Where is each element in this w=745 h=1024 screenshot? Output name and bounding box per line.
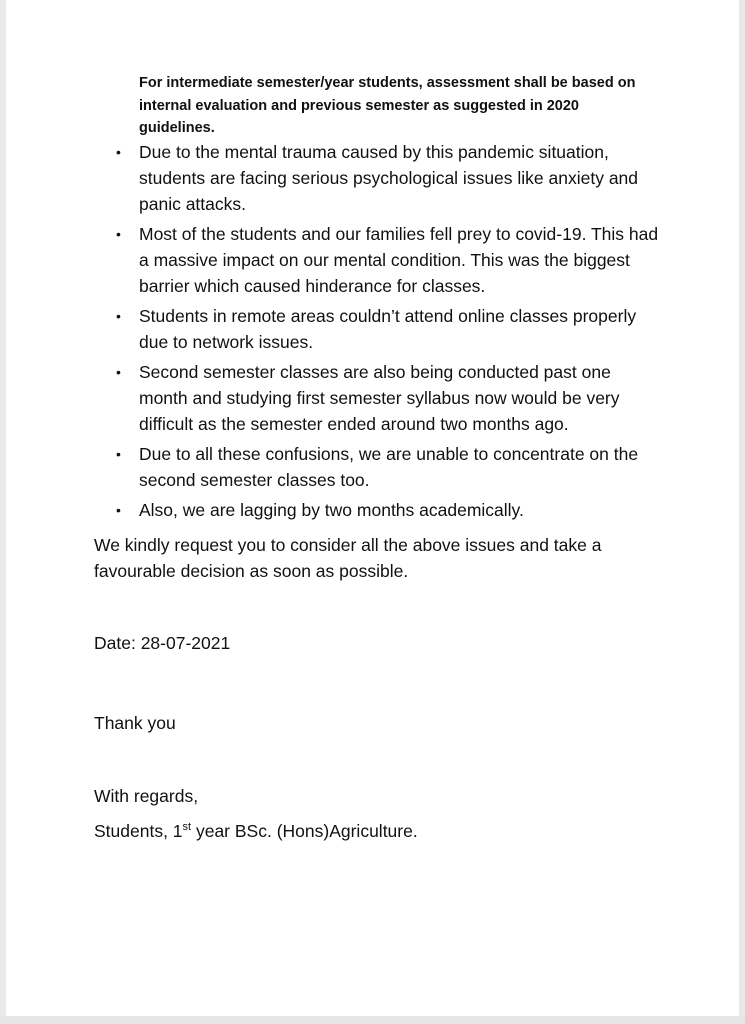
list-item <box>6 441 659 493</box>
list-item-text: Students in remote areas couldn’t attend online classes properly due to network issues. <box>139 306 637 352</box>
bullet-icon: • <box>116 144 121 160</box>
signature-line <box>94 818 418 844</box>
document-page <box>6 0 739 1016</box>
bullet-icon: • <box>116 364 121 380</box>
list-item-text: Due to the mental trauma caused by this pandemic situation, students are facing serious psychological issues like anxiety and panic attacks. <box>139 142 639 214</box>
assessment-paragraph: For intermediate semester/year students, assessment shall be based on internal evaluation and previous semester as suggested in 2020 guidelines. <box>139 75 636 136</box>
page-bottom-edge <box>0 1016 745 1024</box>
list-item <box>6 139 659 217</box>
list-item-text: Second semester classes are also being conducted past one month and studying first semester syllabus now would be very difficult as the semester ended around two months ago. <box>139 362 620 434</box>
bullet-icon: • <box>116 226 121 242</box>
list-item-text: Most of the students and our families fell prey to covid-19. This had a massive impact on our mental condition. This was the biggest barrier which caused hinderance for classes. <box>139 224 659 296</box>
signature-ordinal-superscript: st <box>182 821 192 834</box>
bullet-icon: • <box>116 502 121 518</box>
regards-line: With regards, <box>94 786 199 806</box>
request-paragraph: We kindly request you to consider all the above issues and take a favourable decision as soon as possible. <box>94 535 602 581</box>
list-item <box>6 303 659 355</box>
list-item <box>6 221 659 299</box>
bullet-icon: • <box>116 446 121 462</box>
issues-list <box>6 139 739 527</box>
signature-prefix: Students, 1 <box>94 821 183 841</box>
thanks-line: Thank you <box>94 713 176 733</box>
list-item-text: Due to all these confusions, we are unable to concentrate on the second semester classes too. <box>139 444 639 490</box>
date-line: Date: 28-07-2021 <box>94 633 231 653</box>
list-item <box>6 359 659 437</box>
list-item-text: Also, we are lagging by two months academically. <box>139 500 524 520</box>
list-item <box>6 497 659 523</box>
signature-suffix: year BSc. (Hons)Agriculture. <box>191 821 418 841</box>
bullet-icon: • <box>116 308 121 324</box>
